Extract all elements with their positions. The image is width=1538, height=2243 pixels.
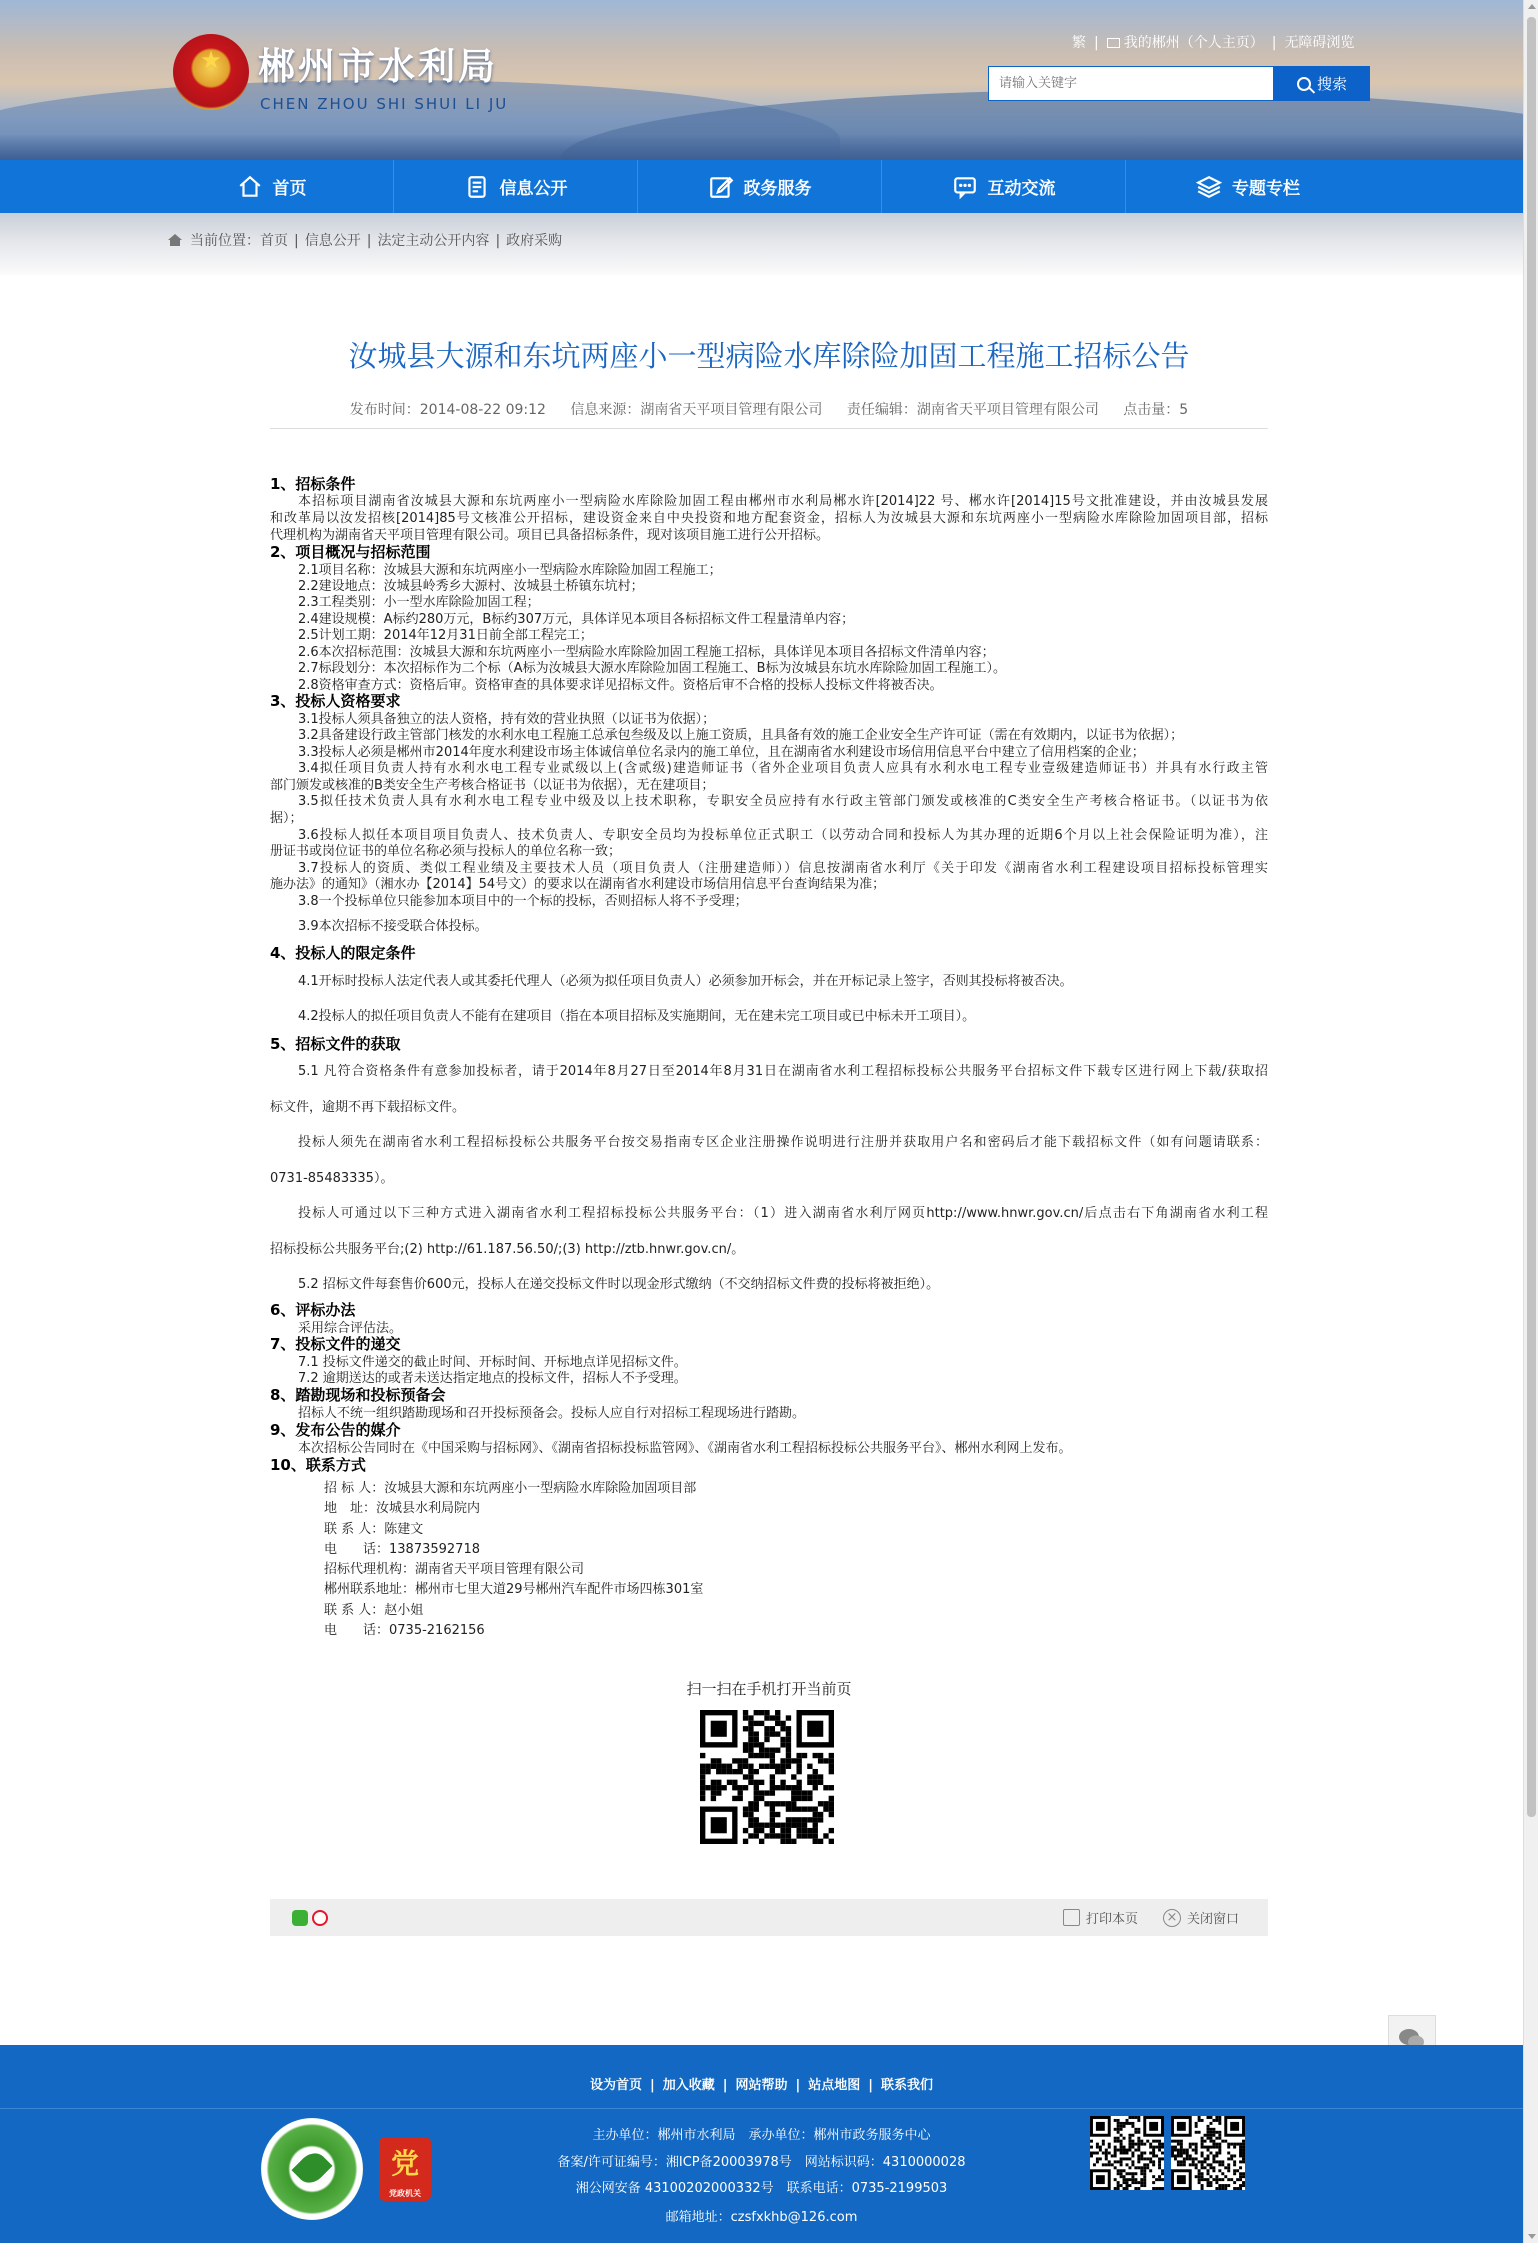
footer-email: 邮箱地址：czsfxkhb@126.com [665, 2210, 858, 2225]
footer [0, 2045, 1523, 2243]
paragraph-line: 据）； [270, 811, 303, 826]
contact-line: 联 系 人：陈建文 [324, 1522, 424, 1537]
paragraph-line: 施办法》的通知》（湘水办【2014】54号文）的要求以在湖南省水利建设市场信用信息平台查询结果为准； [270, 877, 886, 892]
document-icon [464, 174, 490, 200]
paragraph-line: 2.2建设地点：汝城县岭秀乡大源村、汝城县土桥镇东坑村； [298, 579, 644, 594]
contact-line: 地 址：汝城县水利局院内 [324, 1501, 481, 1516]
paragraph-line: 5.2 招标文件每套售价600元，投标人在递交投标文件时以现金形式缴纳（不交纳招标文件费的投标将被拒绝）。 [298, 1277, 940, 1292]
contact-line: 电 话：13873592718 [324, 1542, 480, 1557]
divider [270, 428, 1268, 429]
paragraph-line: 部门颁发或核准的B类安全生产考核合格证书（以证书为依据），无在建项目； [270, 778, 715, 793]
paragraph-line: 2.1项目名称：汝城县大源和东坑两座小一型病险水库除险加固工程施工； [298, 563, 722, 578]
home-icon [168, 234, 182, 246]
paragraph-line: 2.3工程类别：小一型水库除险加固工程； [298, 595, 540, 610]
footer-police-record[interactable]: 湘公网安备 43100202000332号 联系电话：0735-2199503 [575, 2181, 948, 2196]
paragraph-line: 册证书或岗位证书的单位名称必须与投标人的单位名称一致； [270, 844, 622, 859]
article-meta [270, 399, 1268, 419]
paragraph-line: 采用综合评估法。 [298, 1321, 403, 1336]
close-icon: × [1163, 1909, 1181, 1927]
footer-icp[interactable]: 备案/许可证编号：湘ICP备20003978号 网站标识码：4310000028 [557, 2155, 966, 2170]
printer-icon [1063, 1909, 1080, 1926]
paragraph-line: 2.8资格审查方式：资格后审。资格审查的具体要求详见招标文件。资格后审不合格的投标人投标文件将被否决。 [298, 678, 943, 693]
site-title[interactable]: 郴州市水利局 [258, 45, 498, 88]
section-heading: 7、投标文件的递交 [270, 1335, 401, 1353]
computer-icon [1107, 38, 1120, 48]
paragraph-line: 3.8一个投标单位只能参加本项目中的一个标的投标，否则招标人将不予受理； [298, 894, 748, 909]
contact-line: 招标代理机构：湖南省天平项目管理有限公司 [324, 1562, 585, 1577]
traditional-chinese-link[interactable]: 繁 [1072, 35, 1086, 51]
search-input[interactable] [988, 66, 1274, 101]
section-heading: 3、投标人资格要求 [270, 692, 401, 710]
section-heading: 6、评标办法 [270, 1301, 356, 1319]
footer-links: 设为首页 | 加入收藏 | 网站帮助 | 站点地图 | 联系我们 [589, 2078, 934, 2093]
paragraph-line: 3.1投标人须具备独立的法人资格，持有效的营业执照（以证书为依据）； [298, 712, 716, 727]
paragraph-line: 5.1 凡符合资格条件有意参加投标者，请于2014年8月27日至2014年8月31日在湖南省水利工程招标投标公共服务平台招标文件下载专区进行网上下载/获取招 [298, 1064, 1268, 1079]
nav-interaction[interactable]: 互动交流 [882, 160, 1126, 213]
civilization-badge-icon[interactable] [261, 2118, 363, 2220]
footer-sponsor: 主办单位：郴州市水利局 承办单位：郴州市政务服务中心 [592, 2128, 931, 2143]
paragraph-line: 和改革局以汝发招核[2014]85号文核准公开招标，建设资金来自中央投资和地方配套资金，招标人为汝城县大源和东坑两座小一型病险水库除险加固项目部，招标 [270, 511, 1268, 526]
section-heading: 9、发布公告的媒介 [270, 1421, 401, 1439]
paragraph-line: 3.5拟任技术负责人具有水利水电工程专业中级及以上技术职称，专职安全员应持有水行政主管部门颁发或核准的C类安全生产考核合格证书。（以证书为依 [298, 794, 1268, 809]
qr-label: 扫一扫在手机打开当前页 [686, 1680, 852, 1698]
contact-line: 电 话：0735-2162156 [324, 1623, 485, 1638]
nav-special-topics[interactable]: 专题专栏 [1126, 160, 1370, 213]
paragraph-line: 2.7标段划分：本次招标作为二个标（A标为汝城县大源水库除险加固工程施工、B标为汝城县东坑水库除险加固工程施工）。 [298, 661, 1006, 676]
contact-line: 招 标 人：汝城县大源和东坑两座小一型病险水库除险加固项目部 [324, 1481, 697, 1496]
footer-link[interactable]: 站点地图 [808, 2078, 861, 2093]
qr-code-icon [1171, 2116, 1245, 2190]
paragraph-line: 2.4建设规模：A标约280万元，B标约307万元，具体详见本项目各标招标文件工程量清单内容； [298, 612, 855, 627]
paragraph-line: 投标人可通过以下三种方式进入湖南省水利工程招标投标公共服务平台：（1）进入湖南省水利厅网页http://www.hnwr.gov.cn/后点击右下角湖南省水利工程 [298, 1206, 1268, 1221]
accessibility-link[interactable]: 无障碍浏览 [1284, 35, 1355, 51]
view-count: 点击量：5 [1123, 402, 1189, 418]
contact-line: 郴州联系地址：郴州市七里大道29号郴州汽车配件市场四栋301室 [324, 1582, 704, 1597]
section-heading: 10、联系方式 [270, 1456, 366, 1474]
article-title: 汝城县大源和东坑两座小一型病险水库除险加固工程施工招标公告 [348, 339, 1190, 373]
section-heading: 5、招标文件的获取 [270, 1035, 401, 1053]
paragraph-line: 招标人不统一组织踏勘现场和召开投标预备会。投标人应自行对招标工程现场进行踏勘。 [298, 1406, 806, 1421]
paragraph-line: 3.7投标人的资质、类似工程业绩及主要技术人员（项目负责人（注册建造师））信息按湖南省水利厅《关于印发《湖南省水利工程建设项目招标投标管理实 [298, 861, 1268, 876]
paragraph-line: 2.6本次招标范围：汝城县大源和东坑两座小一型病险水库除险加固工程施工招标，具体详见本项目各招标文件清单内容； [298, 645, 995, 660]
paragraph-line: 投标人须先在湖南省水利工程招标投标公共服务平台按交易指南专区企业注册操作说明进行注册并获取用户名和密码后才能下载招标文件（如有问题请联系： [298, 1135, 1268, 1150]
site-subtitle: CHEN ZHOU SHI SHUI LI JU [260, 95, 509, 113]
publish-time: 发布时间：2014-08-22 09:12 [349, 402, 546, 418]
paragraph-line: 3.4拟任项目负责人持有水利水电工程专业贰级以上(含贰级)建造师证书（省外企业项目负责人应具有水利水电工程专业壹级建造师证书）并具有水行政主管 [298, 761, 1268, 776]
nav-info-disclosure[interactable]: 信息公开 [394, 160, 638, 213]
top-links: 繁 | 我的郴州（个人主页） | 无障碍浏览 [1072, 32, 1354, 52]
search-box [988, 66, 1370, 101]
paragraph-line: 本次招标公告同时在《中国采购与招标网》、《湖南省招标投标监管网》、《湖南省水利工程招标投标公共服务平台》、郴州水利网上发布。 [298, 1441, 1072, 1456]
party-gov-badge-icon[interactable]: 党 党政机关 [379, 2137, 431, 2201]
paragraph-line: 3.9本次招标不接受联合体投标。 [298, 919, 488, 934]
footer-link[interactable]: 加入收藏 [662, 2078, 715, 2093]
footer-divider [0, 2108, 1523, 2109]
breadcrumb-item[interactable]: 政府采购 [506, 233, 563, 249]
paragraph-line: 标文件，逾期不再下载招标文件。 [270, 1100, 466, 1115]
contact-line: 联 系 人：赵小姐 [324, 1603, 424, 1618]
info-source: 信息来源：湖南省天平项目管理有限公司 [570, 402, 823, 418]
banner-water [0, 134, 1523, 160]
nav-gov-service[interactable]: 政务服务 [638, 160, 882, 213]
qr-code-icon [1090, 2116, 1164, 2190]
layers-icon [1196, 174, 1222, 200]
paragraph-line: 招标投标公共服务平台;(2) http://61.187.56.50/;(3) http://ztb.hnwr.gov.cn/。 [270, 1242, 745, 1257]
section-heading: 2、项目概况与招标范围 [270, 543, 431, 561]
edit-icon [708, 174, 734, 200]
breadcrumb-item[interactable]: 法定主动公开内容 [377, 233, 490, 249]
paragraph-line: 4.2投标人的拟任项目负责人不能有在建项目（指在本项目招标及实施期间，无在建未完工项目或已中标未开工项目）。 [298, 1009, 976, 1024]
print-button[interactable]: 打印本页 [1063, 1908, 1138, 1927]
breadcrumb: 当前位置：首页 | 信息公开 | 法定主动公开内容 | 政府采购 [168, 230, 562, 250]
footer-link[interactable]: 设为首页 [589, 2078, 642, 2093]
paragraph-line: 4.1开标时投标人法定代表人或其委托代理人（必须为拟任项目负责人）必须参加开标会，并在开标记录上签字，否则其投标将被否决。 [298, 974, 1073, 989]
section-heading: 1、招标条件 [270, 475, 356, 493]
breadcrumb-item[interactable]: 信息公开 [304, 233, 361, 249]
scrollbar-thumb[interactable] [1527, 17, 1536, 1817]
paragraph-line: 本招标项目湖南省汝城县大源和东坑两座小一型病险水库除险加固工程由郴州市水利局郴水许[2014]22 号、郴水许[2014]15号文批准建设，并由汝城县发展 [298, 494, 1268, 509]
chat-icon [952, 174, 978, 200]
section-heading: 4、投标人的限定条件 [270, 944, 416, 962]
national-emblem-logo[interactable]: ★ [173, 34, 249, 110]
footer-link[interactable]: 网站帮助 [735, 2078, 788, 2093]
nav-home[interactable]: 首页 [150, 160, 394, 213]
search-icon [1297, 77, 1311, 91]
scrollbar[interactable] [1523, 0, 1538, 2243]
share-bar [270, 1899, 1268, 1936]
paragraph-line: 0731-85483335）。 [270, 1171, 394, 1186]
breadcrumb-item[interactable]: 首页 [260, 233, 288, 249]
search-button[interactable]: 搜索 [1274, 66, 1370, 101]
weibo-share-icon[interactable] [312, 1910, 328, 1926]
home-icon [237, 174, 263, 200]
paragraph-line: 3.2具备建设行政主管部门核发的水利水电工程施工总承包叁级及以上施工资质，且具备有效的施工企业安全生产许可证（需在有效期内，以证书为依据）； [298, 728, 1184, 743]
header-banner [0, 0, 1523, 160]
main-nav [0, 160, 1523, 213]
paragraph-line: 3.3投标人必须是郴州市2014年度水利建设市场主体诚信单位名录内的施工单位，且在湖南省水利建设市场信用信息平台中建立了信用档案的企业； [298, 745, 1145, 760]
paragraph-line: 代理机构为湖南省天平项目管理有限公司。项目已具备招标条件，现对该项目施工进行公开招标。 [270, 528, 830, 543]
paragraph-line: 3.6投标人拟任本项目项目负责人、技术负责人、专职安全员均为投标单位正式职工（以劳动合同和投标人为其办理的近期6个月以上社会保险证明为准），注 [298, 828, 1268, 843]
qr-code-icon [700, 1710, 834, 1844]
section-heading: 8、踏勘现场和投标预备会 [270, 1386, 446, 1404]
editor: 责任编辑：湖南省天平项目管理有限公司 [846, 402, 1099, 418]
paragraph-line: 7.2 逾期送达的或者未送达指定地点的投标文件，招标人不予受理。 [298, 1371, 687, 1386]
close-window-button[interactable]: × 关闭窗口 [1163, 1908, 1239, 1927]
my-homepage-link[interactable]: 我的郴州（个人主页） [1107, 32, 1264, 52]
paragraph-line: 7.1 投标文件递交的截止时间、开标时间、开标地点详见招标文件。 [298, 1355, 687, 1370]
wechat-share-icon[interactable] [292, 1910, 308, 1926]
footer-link[interactable]: 联系我们 [881, 2078, 934, 2093]
paragraph-line: 2.5计划工期：2014年12月31日前全部工程完工； [298, 628, 593, 643]
